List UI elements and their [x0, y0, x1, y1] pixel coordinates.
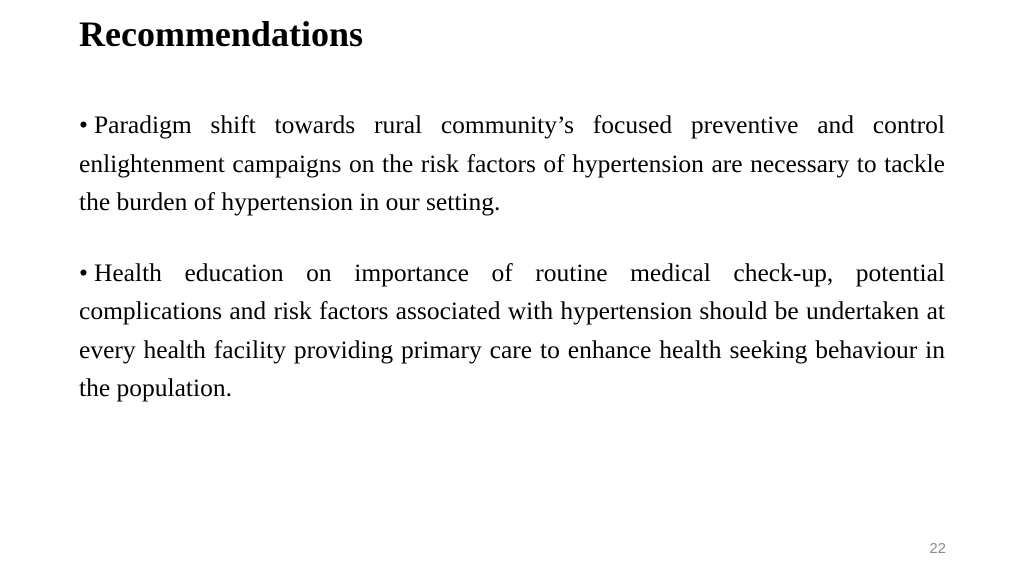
- slide-title: Recommendations: [79, 14, 363, 54]
- page-number: 22: [929, 540, 946, 557]
- bullet-text: Health education on importance of routine medical check-up, potential complications and risk factors associated with hypertension should be undertaken at every health facility providing primary care to enhance health seeking behaviour in the population.: [79, 257, 945, 402]
- bullet-marker: •: [79, 257, 88, 287]
- bullet-text: Paradigm shift towards rural community’s focused preventive and control enlightenment campaigns on the risk factors of hypertension are necessary to tackle the burden of hypertension in our setting.: [79, 110, 945, 216]
- bullet-list: [79, 106, 945, 408]
- bullet-item: [79, 106, 945, 222]
- bullet-item: [79, 254, 945, 408]
- bullet-marker: •: [79, 110, 88, 139]
